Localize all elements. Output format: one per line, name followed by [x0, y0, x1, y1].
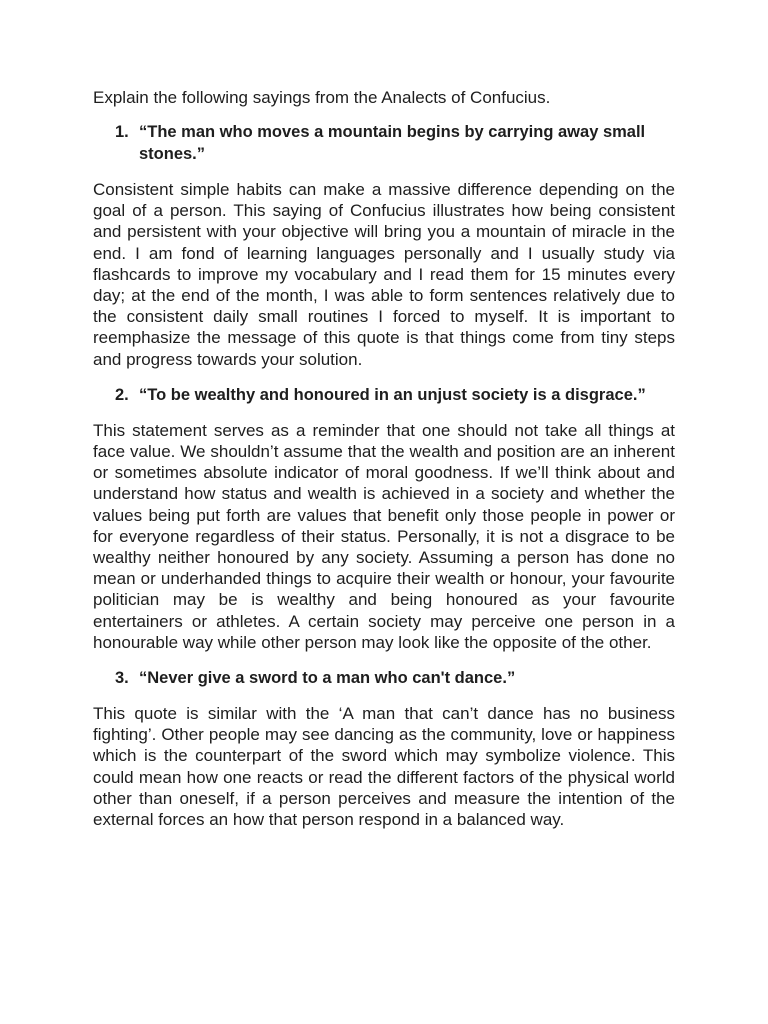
document-page	[93, 86, 675, 844]
list-number: 3.	[115, 669, 129, 688]
saying-3-quote: “Never give a sword to a man who can't dance.”	[139, 669, 516, 688]
saying-3-heading	[93, 667, 653, 689]
saying-1-quote: “The man who moves a mountain begins by carrying away small stones.”	[139, 123, 646, 163]
saying-1-explanation: Consistent simple habits can make a massive difference depending on the goal of a person. This saying of Confucius illustrates how being consistent and persistent with your objective will bring you a mountain of miracle in the end. I am fond of learning languages personally and I usually study via flashcards to improve my vocabulary and I read them for 15 minutes every day; at the end of the month, I was able to form sentences relatively due to the consistent daily small routines I forced to myself. It is important to reemphasize the message of this quote is that things come from tiny steps and progress towards your solution.	[93, 180, 675, 369]
saying-2-quote: “To be wealthy and honoured in an unjust society is a disgrace.”	[139, 385, 646, 404]
list-number: 2.	[115, 385, 129, 404]
intro-text: Explain the following sayings from the Analects of Confucius.	[93, 88, 551, 107]
saying-2-explanation: This statement serves as a reminder that one should not take all things at face value. We shouldn’t assume that the wealth and position are an inherent or sometimes absolute indicator of moral goodness. If we’ll think about and understand how status and wealth is achieved in a society and whether the values being put forth are values that benefit only those people in power or for everyone regardless of their status. Personally, it is not a disgrace to be wealthy neither honoured by any society. Assuming a person has done no mean or underhanded things to acquire their wealth or honour, your favourite politician may be is wealthy and being honoured as your favourite entertainers or athletes. A certain society may perceive one person in a honourable way while other person may look like the opposite of the other.	[93, 420, 675, 652]
list-number: 1.	[115, 123, 129, 141]
saying-1-heading	[93, 121, 653, 165]
saying-3-explanation: This quote is similar with the ‘A man that can’t dance has no business fighting’. Other people may see dancing as the community, love or happiness which is the counterpart of the sword which may symbolize violence. This could mean how one reacts or read the different factors of the physical world other than oneself, if a person perceives and measure the intention of the external forces an how that person respond in a balanced way.	[93, 704, 675, 830]
saying-2-heading	[93, 384, 653, 406]
